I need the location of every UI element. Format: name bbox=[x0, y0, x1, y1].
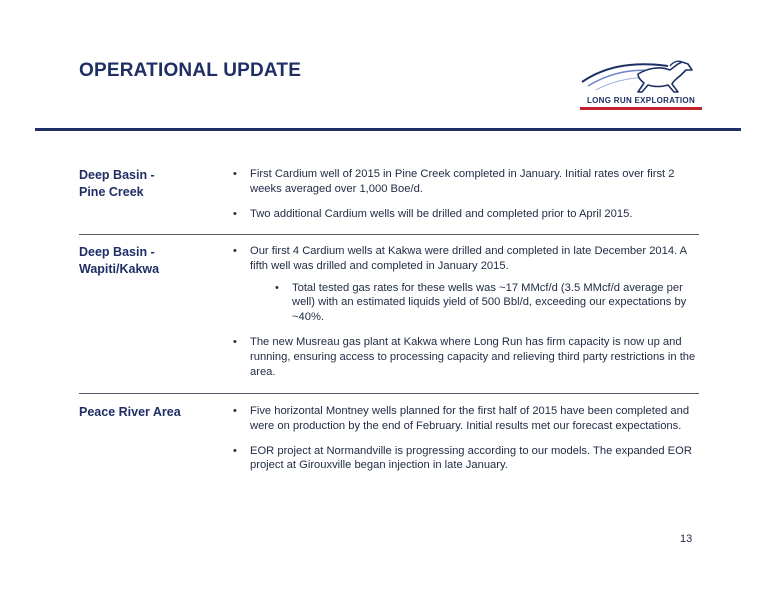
page-number: 13 bbox=[680, 533, 693, 545]
bullet-icon: • bbox=[233, 245, 237, 257]
page-title: OPERATIONAL UPDATE bbox=[79, 60, 302, 81]
bullet-list bbox=[231, 167, 699, 231]
bullet-list bbox=[231, 404, 699, 483]
bullet-list bbox=[231, 244, 699, 389]
bullet-icon: • bbox=[275, 281, 279, 294]
section-label: Peace River Area bbox=[79, 405, 181, 419]
bullet-icon: • bbox=[233, 405, 237, 417]
section-label: Deep Basin - Pine Creek bbox=[79, 168, 155, 199]
bullet-icon: • bbox=[233, 444, 237, 457]
bullet-icon: • bbox=[233, 168, 237, 180]
logo-text: LONG RUN EXPLORATION bbox=[586, 96, 696, 105]
section-divider bbox=[79, 393, 699, 394]
bullet-icon: • bbox=[233, 207, 237, 220]
company-logo bbox=[578, 56, 704, 118]
bullet-item: • The new Musreau gas plant at Kakwa where Long Run has firm capacity is now up and running, ensuring access to processing capacity and relieving third party restrictions in the area. bbox=[233, 335, 696, 378]
bullet-item: • First Cardium well of 2015 in Pine Creek completed in January. Initial rates over first 2 weeks averaged over 1,000 Boe/d. bbox=[233, 168, 675, 195]
section-divider bbox=[79, 234, 699, 235]
bullet-icon: • bbox=[233, 335, 237, 348]
section-label: Deep Basin - Wapiti/Kakwa bbox=[79, 245, 160, 276]
bullet-item: • Two additional Cardium wells will be drilled and completed prior to April 2015. bbox=[233, 207, 633, 220]
horse-logo-icon bbox=[578, 56, 704, 98]
bullet-item: • Five horizontal Montney wells planned for the first half of 2015 have been completed and were on production by the end of February. Initial results met our forecast expectations. bbox=[233, 405, 690, 432]
header-divider bbox=[35, 128, 741, 131]
logo-red-underline bbox=[580, 107, 702, 110]
bullet-item: • EOR project at Normandville is progressing according to our models. The expanded EOR project at Girouxville began injection in late January. bbox=[233, 444, 692, 472]
sub-bullet-item: • Total tested gas rates for these wells was ~17 MMcf/d (3.5 MMcf/d average per well) with an estimated liquids yield of 500 Bbl/d, exceeding our expectations by ~40%. bbox=[275, 281, 687, 324]
bullet-item: • Our first 4 Cardium wells at Kakwa were drilled and completed in late December 2014. A fifth well was drilled and completed in January 2015. bbox=[233, 245, 687, 272]
